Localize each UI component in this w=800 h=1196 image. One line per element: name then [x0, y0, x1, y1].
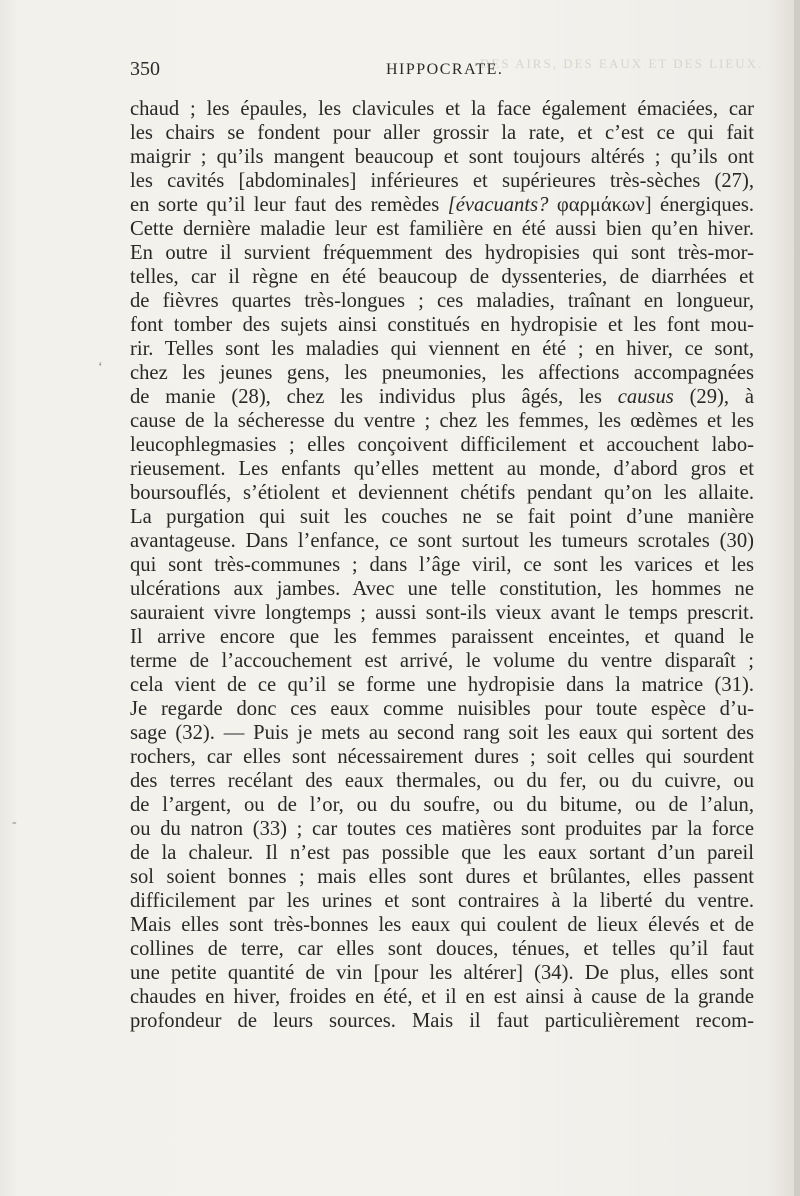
text-line: La purgation qui suit les couches ne se fait point d’une manière: [130, 506, 754, 528]
text-line: En outre il survient fréquemment des hydropisies qui sont très-mor-: [130, 242, 754, 264]
text-line: font tomber des sujets ainsi constitués en hydropisie et les font mou-: [130, 314, 754, 336]
text-line: collines de terre, car elles sont douces, ténues, et telles qu’il faut: [130, 938, 754, 960]
text-line: avantageuse. Dans l’enfance, ce sont surtout les tumeurs scrotales (30): [130, 530, 754, 552]
text-line: qui sont très-communes ; dans l’âge viril, ce sont les varices et les: [130, 554, 754, 576]
text-line: de la chaleur. Il n’est pas possible que les eaux sortant d’un pareil: [130, 842, 754, 864]
text-line: cause de la sécheresse du ventre ; chez les femmes, les œdèmes et les: [130, 410, 754, 432]
text-line: cela vient de ce qu’il se forme une hydropisie dans la matrice (31).: [130, 674, 754, 696]
body-text: [130, 97, 754, 1033]
text-line: de manie (28), chez les individus plus âgés, les causus (29), à: [130, 386, 754, 408]
text-line: sol soient bonnes ; mais elles sont dures et brûlantes, elles passent: [130, 866, 754, 888]
text-line: leucophlegmasies ; elles conçoivent difficilement et accouchent labo-: [130, 434, 754, 456]
text-line: une petite quantité de vin [pour les altérer] (34). De plus, elles sont: [130, 962, 754, 984]
text-line: chez les jeunes gens, les pneumonies, les affections accompagnées: [130, 362, 754, 384]
text-line: boursouflés, s’étiolent et deviennent chétifs pendant qu’on les allaite.: [130, 482, 754, 504]
italic-term: [évacuants?: [447, 194, 549, 216]
text-line: en sorte qu’il leur faut des remèdes [évacuants? φαρμάκων] énergiques.: [130, 194, 754, 216]
text-line: rochers, car elles sont nécessairement dures ; soit celles qui sourdent: [130, 746, 754, 768]
text-line: de l’argent, ou de l’or, ou du soufre, ou du bitume, ou de l’alun,: [130, 794, 754, 816]
text-line: difficilement par les urines et sont contraires à la liberté du ventre.: [130, 890, 754, 912]
show-through-header: DES AIRS, DES EAUX ET DES LIEUX.: [480, 56, 764, 71]
text-line: Il arrive encore que les femmes paraissent enceintes, et quand le: [130, 626, 754, 648]
running-title: HIPPOCRATE.: [386, 61, 504, 78]
text-line: chaudes en hiver, froides en été, et il en est ainsi à cause de la grande: [130, 986, 754, 1008]
text-line: rieusement. Les enfants qu’elles mettent au monde, d’abord gros et: [130, 458, 754, 480]
text-line: Mais elles sont très-bonnes les eaux qui coulent de lieux élevés et de: [130, 914, 754, 936]
text-line: sage (32). — Puis je mets au second rang soit les eaux qui sortent des: [130, 722, 754, 744]
text-line: les chairs se fondent pour aller grossir la rate, et c’est ce qui fait: [130, 122, 754, 144]
text-line: rir. Telles sont les maladies qui viennent en été ; en hiver, ce sont,: [130, 338, 754, 360]
text-line: Je regarde donc ces eaux comme nuisibles pour toute espèce d’u-: [130, 698, 754, 720]
text-line: ou du natron (33) ; car toutes ces matières sont produites par la force: [130, 818, 754, 840]
text-line: telles, car il règne en été beaucoup de dyssenteries, de diarrhées et: [130, 266, 754, 288]
text-line: sauraient vivre longtemps ; aussi sont-ils vieux avant le temps prescrit.: [130, 602, 754, 624]
text-line: profondeur de leurs sources. Mais il faut particulièrement recom-: [130, 1010, 754, 1032]
italic-term: causus: [617, 386, 674, 408]
text-line: ulcérations aux jambes. Avec une telle constitution, les hommes ne: [130, 578, 754, 600]
margin-tick: ‘: [98, 360, 103, 375]
running-head: [130, 58, 754, 84]
text-line: de fièvres quartes très-longues ; ces maladies, traînant en longueur,: [130, 290, 754, 312]
text-line: des terres recélant des eaux thermales, ou du fer, ou du cuivre, ou: [130, 770, 754, 792]
text-line: chaud ; les épaules, les clavicules et la face également émaciées, car: [130, 98, 754, 120]
text-line: Cette dernière maladie leur est familière en été aussi bien qu’en hiver.: [130, 218, 754, 240]
text-line: terme de l’accouchement est arrivé, le volume du ventre disparaît ;: [130, 650, 754, 672]
margin-tick: -: [12, 815, 17, 830]
text-line: les cavités [abdominales] inférieures et supérieures très-sèches (27),: [130, 170, 754, 192]
page-edge-shadow: [794, 0, 800, 1196]
page-number: 350: [130, 58, 160, 80]
text-line: maigrir ; qu’ils mangent beaucoup et sont toujours altérés ; qu’ils ont: [130, 146, 754, 168]
